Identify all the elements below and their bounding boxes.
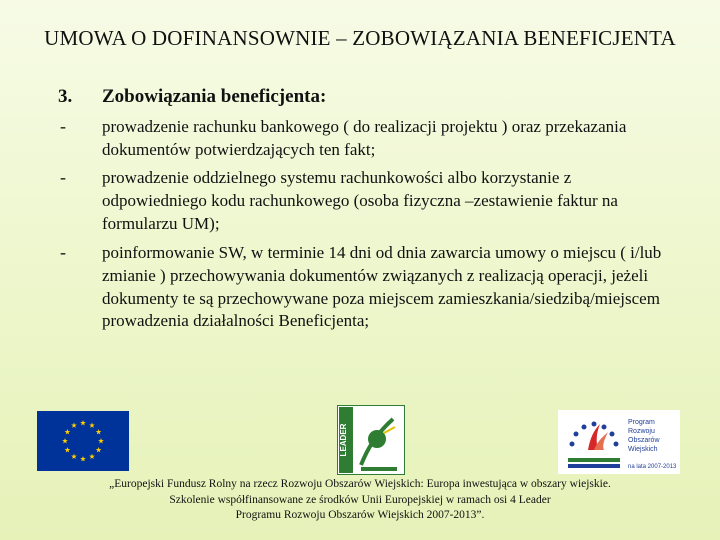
eu-flag-icon [37, 411, 129, 471]
prow-line-2: Rozwoju [628, 428, 655, 435]
section-number: 3. [58, 86, 73, 107]
prow-logo-icon [558, 410, 680, 474]
bullet-dash-2: - [60, 167, 66, 187]
prow-line-1: Program [628, 419, 655, 426]
bullet-dash-1: - [60, 116, 66, 136]
leader-logo-icon [337, 405, 405, 475]
obligation-item-2: prowadzenie oddzielnego systemu rachunkowości albo korzystanie z odpowiedniego kodu rachunkowego (osoba fizyczna –zestawienie faktur na formularzu UM); [102, 168, 618, 233]
footer-line-2: Szkolenie współfinansowane ze środków Unii Europejskiej w ramach osi 4 Leader [169, 493, 551, 506]
prow-line-3: Obszarów [628, 437, 660, 444]
obligation-item-3: poinformowanie SW, w terminie 14 dni od dnia zawarcia umowy o miejscu ( i/lub zmianie ) przechowywania dokumentów związanych z realizacją operacji, jeżeli dokumenty te są przechowywane poza miejscem zamieszkania/siedzibą/miejscem prowadzenia działalności Beneficjenta; [102, 243, 662, 331]
footer-line-3: Programu Rozwoju Obszarów Wiejskich 2007-2013”. [235, 509, 485, 521]
bullet-dash-3: - [60, 242, 66, 262]
obligation-item-1: prowadzenie rachunku bankowego ( do realizacji projektu ) oraz przekazania dokumentów potwierdzających ten fakt; [102, 117, 627, 159]
prow-years: na lata 2007-2013 [628, 464, 677, 470]
footer-line-1: „Europejski Fundusz Rolny na rzecz Rozwoju Obszarów Wiejskich: Europa inwestująca w obszary wiejskie. [109, 478, 611, 490]
eu-flag-logo [37, 411, 129, 471]
prow-logo [558, 410, 680, 474]
leader-logo [337, 405, 405, 475]
slide-title: UMOWA O DOFINANSOWNIE – ZOBOWIĄZANIA BENEFICJENTA [44, 26, 676, 50]
leader-text: LEADER [339, 423, 348, 457]
prow-line-4: Wiejskich [628, 446, 658, 453]
section-heading: Zobowiązania beneficjenta: [102, 86, 327, 107]
footer-note [40, 477, 680, 524]
